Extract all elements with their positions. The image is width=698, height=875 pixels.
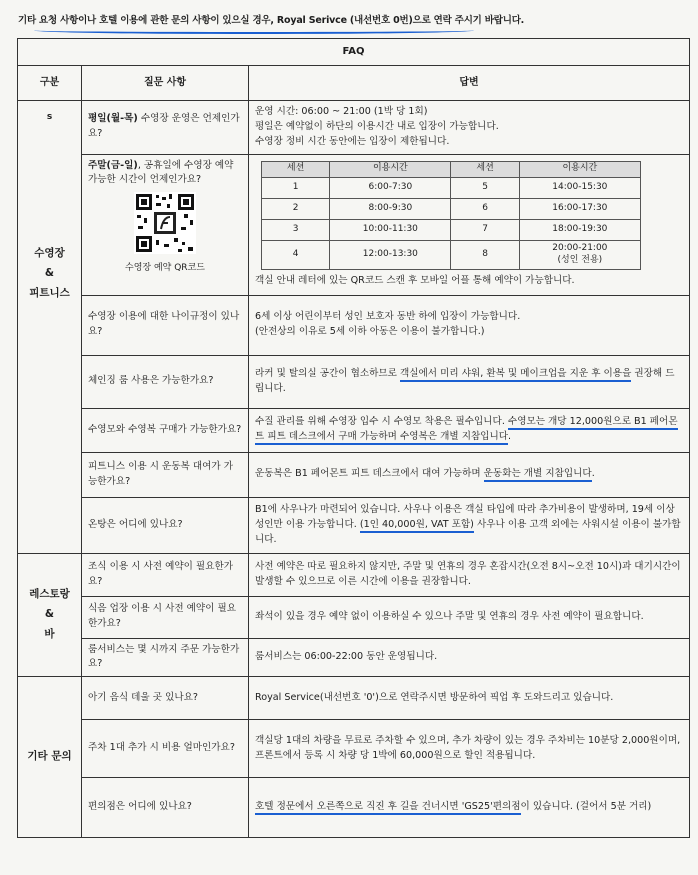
- header-answer: 답변: [249, 66, 690, 101]
- question-bold: 평일(월-목): [88, 113, 138, 125]
- session-number: 8: [451, 240, 519, 269]
- question-sauna: 온탕은 어디에 있나요?: [82, 497, 249, 553]
- schedule-row: [262, 240, 641, 269]
- question-convenience-store: 편의점은 어디에 있나요?: [82, 778, 249, 838]
- question-changing-room: 체인징 룸 사용은 가능한가요?: [82, 355, 249, 408]
- question-weekday-hours: [82, 101, 249, 155]
- answer-weekend-booking: [249, 154, 690, 295]
- category-label-line: 피트니스: [29, 286, 70, 299]
- qr-block: [88, 192, 242, 276]
- schedule-row: [262, 219, 641, 240]
- header-category: 구분: [18, 66, 82, 101]
- question-bold: 주말(금-일): [88, 159, 138, 171]
- answer-swim-gear: [249, 408, 690, 452]
- answer-fitness-wear: [249, 452, 690, 497]
- session-time: 16:00-17:30: [519, 198, 640, 219]
- category-restaurant-bar: [18, 553, 82, 677]
- header-question: 질문 사항: [82, 66, 249, 101]
- answer-line: 객실 안내 레터에 있는 QR코드 스캔 후 모바일 어플 통해 예약이 가능합니다.: [255, 274, 575, 286]
- answer-room-service: 룸서비스는 06:00-22:00 동안 운영됩니다.: [249, 638, 690, 677]
- question-weekend-booking: [82, 154, 249, 295]
- answer-text: .: [508, 431, 512, 443]
- answer-line: 6세 이상 어린이부터 성인 보호자 동반 하에 입장이 가능합니다.: [255, 311, 521, 323]
- table-row: [18, 408, 690, 452]
- answer-changing-room: [249, 355, 690, 408]
- answer-text: 권장해 드립니다.: [255, 367, 675, 394]
- session-number: 6: [451, 198, 519, 219]
- question-breakfast: 조식 이용 시 사전 예약이 필요한가요?: [82, 553, 249, 596]
- category-label-line: &: [44, 607, 55, 620]
- table-row: [18, 638, 690, 677]
- faq-table: [17, 38, 690, 838]
- session-number: 1: [262, 177, 330, 198]
- highlighted-text: 호텔 정문에서 오른쪽으로 직진 후 길을 건너시면 'GS25'편의점: [255, 801, 521, 815]
- question-swim-gear: 수영모와 수영복 구매가 가능한가요?: [82, 408, 249, 452]
- notice-underline: [34, 27, 474, 34]
- schedule-header: 세션: [451, 161, 519, 177]
- category-label-line: 레스토랑: [29, 588, 70, 601]
- answer-line: 평일은 예약없이 하단의 이용시간 내로 입장이 가능합니다.: [255, 120, 499, 132]
- highlighted-text: 운동화는 개별 지참입니다: [484, 468, 592, 482]
- question-room-service: 룸서비스는 몇 시까지 주문 가능한가요?: [82, 638, 249, 677]
- table-row: [18, 720, 690, 778]
- qr-caption: 수영장 예약 QR코드: [125, 263, 205, 274]
- session-time: 6:00-7:30: [330, 177, 451, 198]
- table-row: [18, 355, 690, 408]
- session-number: 7: [451, 219, 519, 240]
- session-time-adult: [519, 240, 640, 269]
- answer-age-policy: [249, 295, 690, 355]
- adult-only-note: (성인 전용): [557, 254, 603, 265]
- session-schedule-table: [261, 161, 641, 270]
- schedule-header: 이용시간: [330, 161, 451, 177]
- question-baby-food: 아기 음식 데울 곳 있나요?: [82, 677, 249, 720]
- schedule-row: [262, 198, 641, 219]
- table-row: [18, 497, 690, 553]
- schedule-row: [262, 177, 641, 198]
- question-text: , 공휴일에 수영장 예약 가능한 시간이 언제인가요?: [88, 159, 234, 186]
- table-row: [18, 596, 690, 638]
- qr-code-icon[interactable]: [134, 192, 196, 254]
- answer-text: 운동복은 B1 페어몬트 피트 데스크에서 대여 가능하며: [255, 468, 484, 480]
- session-time: 20:00-21:00: [552, 242, 608, 253]
- question-dining: 식음 업장 이용 시 사전 예약이 필요한가요?: [82, 596, 249, 638]
- category-label-line: 수영장: [34, 247, 65, 260]
- session-time: 10:00-11:30: [330, 219, 451, 240]
- category-label-line: 바: [44, 627, 55, 640]
- session-time: 18:00-19:30: [519, 219, 640, 240]
- answer-text: 이 있습니다. (걸어서 5분 거리): [520, 801, 652, 813]
- session-number: 5: [451, 177, 519, 198]
- table-row: [18, 154, 690, 295]
- answer-sauna: [249, 497, 690, 553]
- answer-baby-food: Royal Service(내선번호 '0')으로 연락주시면 방문하여 픽업 후 도와드리고 있습니다.: [249, 677, 690, 720]
- session-time: 14:00-15:30: [519, 177, 640, 198]
- session-time: 8:00-9:30: [330, 198, 451, 219]
- session-number: 3: [262, 219, 330, 240]
- highlighted-text: (1인 40,000원, VAT 포함): [360, 519, 474, 533]
- answer-line: 수영장 정비 시간 동안에는 입장이 제한됩니다.: [255, 135, 450, 147]
- highlighted-text: 수영모는 개당 12,000원으로 B1 페어몬트 피트 데스크에서 구매 가능하며 수영복은 개별 지참입니다: [255, 416, 678, 445]
- answer-text: 라커 및 탈의실 공간이 협소하므로: [255, 367, 400, 379]
- schedule-header: 세션: [262, 161, 330, 177]
- category-label-line: &: [44, 267, 55, 280]
- table-row: [18, 553, 690, 596]
- answer-parking: 객실당 1대의 차량을 무료로 주차할 수 있으며, 추가 차량이 있는 경우 주차비는 10분당 2,000원이며, 프론트에서 등록 시 차량 당 1박에 60,000원으로 할인 적용됩니다.: [249, 720, 690, 778]
- highlighted-text: 객실에서 미리 샤워, 환복 및 메이크업을 지운 후 이용을: [400, 368, 631, 382]
- answer-text: B1에 사우나가 마련되어 있습니다. 사우나 이용은 객실 타입에 따라 추가비용이 발생하며, 19세 이상 성인만 이용 가능합니다.: [255, 503, 675, 530]
- answer-line: (안전상의 이유로 5세 이하 아동은 이용이 불가합니다.): [255, 326, 485, 338]
- question-parking: 주차 1대 추가 시 비용 얼마인가요?: [82, 720, 249, 778]
- answer-weekday-hours: [249, 101, 690, 155]
- category-pool-fitness: [18, 101, 82, 554]
- answer-text: 수질 관리를 위해 수영장 입수 시 수영모 착용은 필수입니다.: [255, 416, 508, 428]
- answer-breakfast: 사전 예약은 따로 필요하지 않지만, 주말 및 연휴의 경우 혼잡시간(오전 8시~오전 10시)과 대기시간이 발생할 수 있으므로 이른 시간에 이용을 권장합니다.: [249, 553, 690, 596]
- table-row: [18, 452, 690, 497]
- question-age-policy: 수영장 이용에 대한 나이규정이 있나요?: [82, 295, 249, 355]
- answer-convenience-store: [249, 778, 690, 838]
- category-other: 기타 문의: [18, 677, 82, 838]
- answer-text: 사우나 이용 고객 외에는 사워시설 이용이 불가합니다.: [255, 518, 681, 545]
- answer-text: .: [591, 468, 595, 480]
- session-number: 2: [262, 198, 330, 219]
- category-marker: s: [46, 112, 53, 122]
- table-row: [18, 677, 690, 720]
- answer-line: 운영 시간: 06:00 ~ 21:00 (1박 당 1회): [255, 106, 428, 117]
- table-row: [18, 778, 690, 838]
- question-fitness-wear: 피트니스 이용 시 운동복 대여가 가능한가요?: [82, 452, 249, 497]
- session-time: 12:00-13:30: [330, 240, 451, 269]
- answer-dining: 좌석이 있을 경우 예약 없이 이용하실 수 있으나 주말 및 연휴의 경우 사전 예약이 필요합니다.: [249, 596, 690, 638]
- table-row: [18, 101, 690, 155]
- schedule-header: 이용시간: [519, 161, 640, 177]
- table-row: [18, 295, 690, 355]
- session-number: 4: [262, 240, 330, 269]
- question-text: 수영장 운영은 언제인가요?: [88, 113, 240, 140]
- contact-notice: 기타 요청 사항이나 호텔 이용에 관한 문의 사항이 있으실 경우, Royal Serivce (내선번호 0번)으로 연락 주시기 바랍니다.: [18, 15, 525, 26]
- faq-title: FAQ: [18, 39, 690, 66]
